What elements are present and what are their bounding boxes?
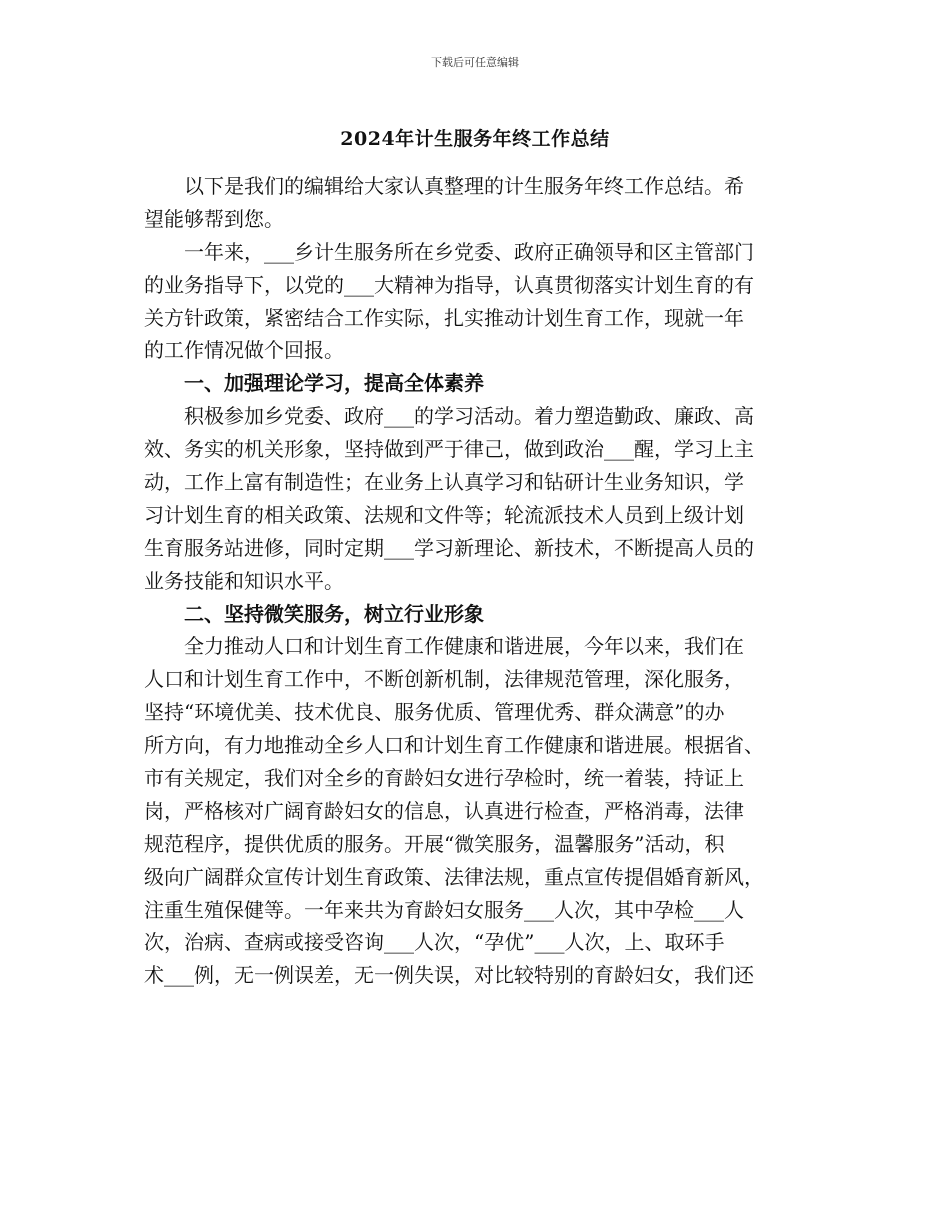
document-body: [144, 170, 806, 992]
page-header-note: 下载后可任意编辑: [431, 56, 519, 69]
text-line: 所方向，有力地推动全乡人口和计划生育工作健康和谐进展。根据省、: [144, 733, 764, 758]
text-line: 动，工作上富有制造性；在业务上认真学习和钻研计生业务知识，学: [144, 470, 744, 495]
text-line: 人口和计划生育工作中，不断创新机制，法律规范管理，深化服务，: [144, 667, 744, 692]
text-line: 关方针政策，紧密结合工作实际，扎实推动计划生育工作，现就一年: [144, 305, 744, 330]
text-line: 岗，严格核对广阔育龄妇女的信息，认真进行检查，严格消毒，法律: [144, 798, 744, 823]
text-line: 级向广阔群众宣传计划生育政策、法律法规，重点宣传提倡婚育新风，: [144, 864, 764, 889]
text-line: 效、务实的机关形象，坚持做到严于律己，做到政治___醒，学习上主: [144, 437, 754, 462]
text-line: 全力推动人口和计划生育工作健康和谐进展，今年以来，我们在: [144, 634, 744, 659]
text-line: 的业务指导下，以党的___大精神为指导，认真贯彻落实计划生育的有: [144, 272, 754, 297]
text-line: 望能够帮到您。: [144, 206, 284, 231]
text-line: 市有关规定，我们对全乡的育龄妇女进行孕检时，统一着装，持证上: [144, 766, 744, 791]
text-line: 习计划生育的相关政策、法规和文件等；轮流派技术人员到上级计划: [144, 502, 744, 527]
section-heading: 一、加强理论学习，提高全体素养: [144, 371, 484, 396]
section-heading: 二、坚持微笑服务，树立行业形象: [144, 601, 484, 626]
text-line: 的工作情况做个回报。: [144, 338, 344, 363]
text-line: 注重生殖保健等。一年来共为育龄妇女服务___人次，其中孕检___人: [144, 897, 744, 922]
text-line: 生育服务站进修，同时定期___学习新理论、新技术，不断提高人员的: [144, 535, 754, 560]
text-line: 积极参加乡党委、政府___的学习活动。着力塑造勤政、廉政、高: [144, 404, 754, 429]
text-line: 坚持“环境优美、技术优良、服务优质、管理优秀、群众满意”的办: [144, 700, 725, 725]
text-line: 一年来，___乡计生服务所在乡党委、政府正确领导和区主管部门: [144, 239, 754, 264]
text-line: 次，治病、查病或接受咨询___人次，“孕优”___人次，上、取环手: [144, 930, 725, 955]
text-line: 规范程序，提供优质的服务。开展“微笑服务，温馨服务”活动，积: [144, 831, 725, 856]
text-line: 以下是我们的编辑给大家认真整理的计生服务年终工作总结。希: [144, 174, 744, 198]
text-line: 术___例，无一例误差，无一例失误，对比较特别的育龄妇女，我们还: [144, 963, 754, 988]
document-title: 2024年计生服务年终工作总结: [340, 128, 610, 150]
text-line: 业务技能和知识水平。: [144, 568, 344, 593]
